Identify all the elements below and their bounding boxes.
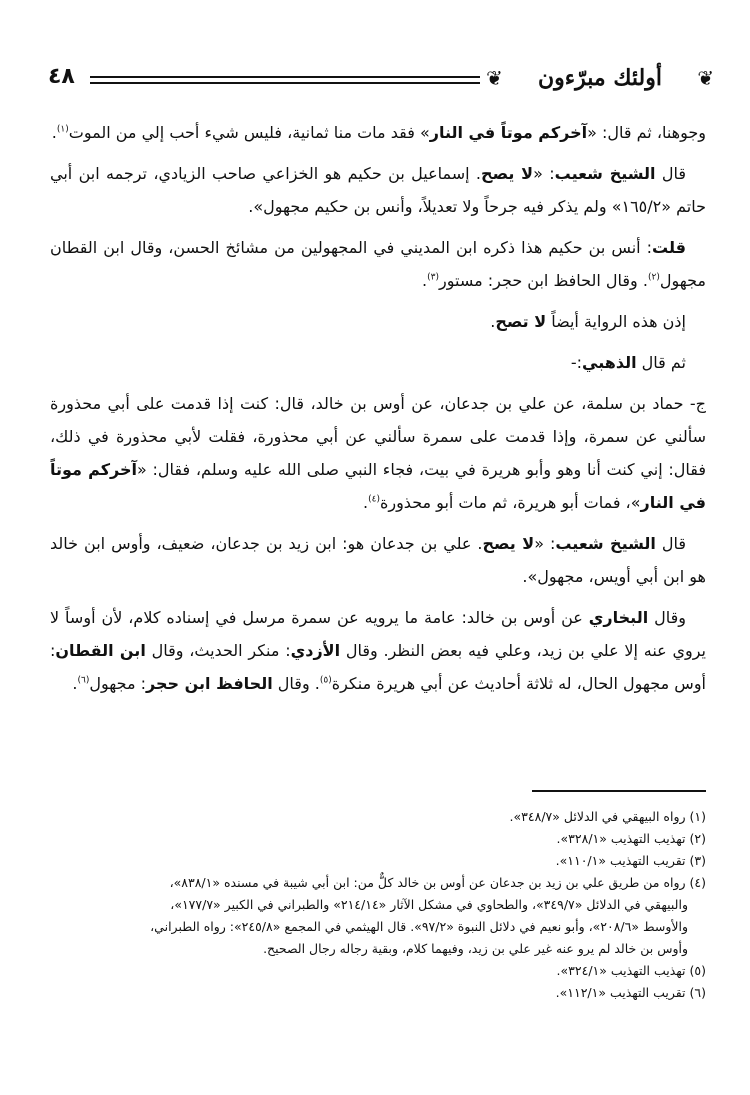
book-title: أولئك مبرّءون (538, 65, 662, 91)
ornament-right-icon: ❦ (697, 66, 714, 90)
footnote-item: (١) رواه البيهقي في الدلائل «٣٤٨/٧». (509, 809, 706, 824)
footnote-item-continued: والبيهقي في الدلائل «٣٤٩/٧»، والطحاوي في مشكل الآثار «٢١٤/١٤» والطبراني في الكبير «١٧٧/٧»، (170, 897, 688, 912)
main-text (50, 116, 706, 708)
footnote-ref: (٣) (427, 272, 440, 283)
footnote-item: (٦) تقريب التهذيب «١١٢/١». (555, 985, 706, 1000)
footnote-item: (٤) رواه من طريق علي بن زيد بن جدعان عن أوس بن خالد كلٌّ من: ابن أبي شيبة في مسنده «٨٣٨/١»، (169, 875, 706, 890)
page-number: ٤٨ (48, 64, 75, 89)
footnote-ref: (٢) (647, 272, 660, 283)
paragraph: وقال البخاري عن أوس بن خالد: عامة ما يرويه عن سمرة مرسل في إسناده كلام، لأن أوساً لا يروي عنه إلا علي بن زيد، وعلي فيه بعض النظر. وقال الأزدي: منكر الحديث، وقال ابن القطان: أوس مجهول الحال، له ثلاثة أحاديث عن أبي هريرة منكرة$^{(٥)}$. وقال الحافظ ابن حجر: مجهول$^{(٦)}$. (50, 608, 706, 693)
book-title-ornament (486, 60, 714, 96)
page-header (48, 60, 714, 100)
footnote-ref: (٥) (319, 675, 332, 686)
paragraph: قال الشيخ شعيب: «لا يصح. علي بن جدعان هو: ابن زيد بن جدعان، ضعيف، وأوس ابن خالد هو ابن أبي أويس، مجهول». (50, 534, 706, 586)
header-rule (90, 76, 480, 84)
footnote-ref: (٤) (368, 494, 380, 505)
ornament-left-icon: ❦ (486, 66, 503, 90)
footnote-item: (٥) تهذيب التهذيب «٣٢٤/١». (556, 963, 706, 978)
footnote-ref: (٦) (77, 675, 90, 686)
paragraph: قال الشيخ شعيب: «لا يصح. إسماعيل بن حكيم هو الخزاعي صاحب الزيادي، ترجمه ابن أبي حاتم «١٦٥/٢» ولم يذكر فيه جرحاً ولا تعديلاً، وأنس بن حكيم مجهول». (50, 164, 706, 216)
paragraph: ثم قال الذهبي:- (570, 353, 686, 372)
footnote-divider (532, 790, 706, 792)
paragraph: وجوهنا، ثم قال: «آخركم موتاً في النار» فقد مات منا ثمانية، فليس شيء أحب إلي من الموت$^{(١)}$. (51, 123, 706, 142)
paragraph: ج- حماد بن سلمة، عن علي بن جدعان، عن أوس بن خالد، قال: كنت إذا قدمت على أبي محذورة سألني عن سمرة، وإذا قدمت على سمرة سألني عن أبي محذورة، فقلت لأبي محذورة في ذلك، فقال: إني كنت أنا وهو وأبو هريرة في بيت، فجاء النبي صلى الله عليه وسلم، فقال: «آخركم موتاً في النار»، فمات أبو هريرة، ثم مات أبو محذورة$^{(٤)}$. (50, 394, 707, 512)
paragraph: إذن هذه الرواية أيضاً لا تصح. (490, 312, 686, 331)
footnote-item-continued: وأوس بن خالد لم يرو عنه غير علي بن زيد، وفيهما كلام، وبقية رجاله رجال الصحيح. (263, 941, 688, 956)
footnotes (50, 806, 706, 1004)
footnote-item-continued: والأوسط «٢٠٨/٦»، وأبو نعيم في دلائل النبوة «٩٧/٢». قال الهيثمي في المجمع «٢٤٥/٨»: رواه الطبراني، (150, 919, 688, 934)
footnote-item: (٣) تقريب التهذيب «١١٠/١». (555, 853, 706, 868)
footnote-item: (٢) تهذيب التهذيب «٣٢٨/١». (556, 831, 706, 846)
footnote-ref: (١) (56, 124, 69, 135)
paragraph: قلت: أنس بن حكيم هذا ذكره ابن المديني في المجهولين من مشائخ الحسن، وقال ابن القطان مجهول$^{(٢)}$. وقال الحافظ ابن حجر: مستور$^{(٣)}$. (50, 238, 706, 290)
